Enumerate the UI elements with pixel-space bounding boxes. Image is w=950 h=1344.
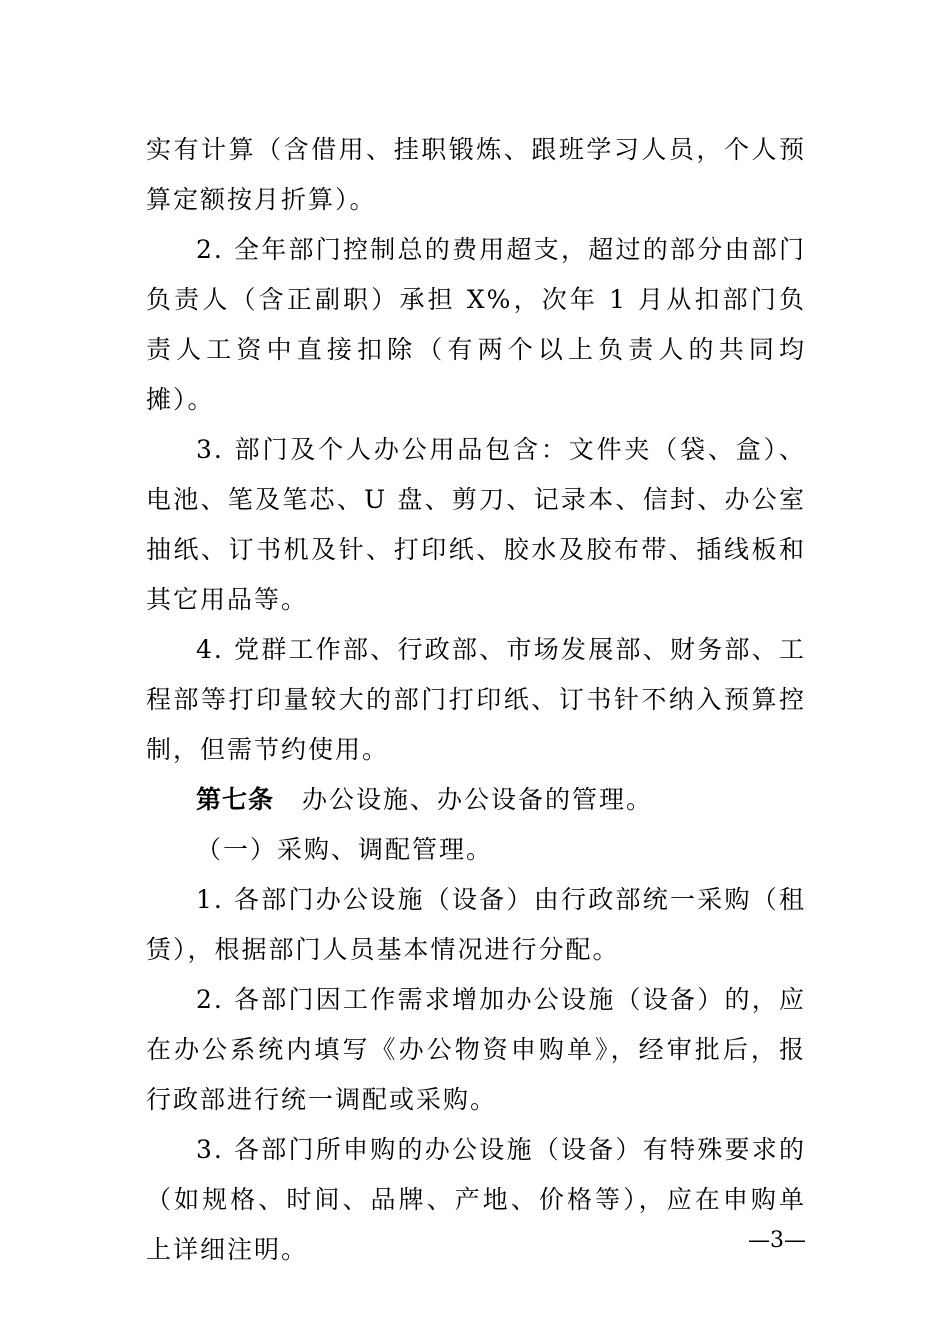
section-one-item-2: 2. 各部门因工作需求增加办公设施（设备）的，应在办公系统内填写《办公物资申购单》，经审批后，报行政部进行统一调配或采购。 [146, 985, 806, 1114]
paragraph-continuation: 实有计算（含借用、挂职锻炼、跟班学习人员，个人预算定额按月折算）。 [146, 135, 806, 214]
section-one-item-1: 1. 各部门办公设施（设备）由行政部统一采购（租赁），根据部门人员基本情况进行分配。 [146, 885, 806, 964]
paragraph-item-2: 2. 全年部门控制总的费用超支，超过的部分由部门负责人（含正副职）承担 X%，次年 1 月从扣部门负责人工资中直接扣除（有两个以上负责人的共同均摊）。 [146, 235, 806, 414]
article-seven-title: 办公设施、办公设备的管理。 [302, 785, 654, 814]
section-one-item-3: 3. 各部门所申购的办公设施（设备）有特殊要求的（如规格、时间、品牌、产地、价格等），应在申购单上详细注明。 [146, 1135, 806, 1264]
paragraph-item-3: 3. 部门及个人办公用品包含：文件夹（袋、盒）、电池、笔及笔芯、U 盘、剪刀、记录本、信封、办公室抽纸、订书机及针、打印纸、胶水及胶布带、插线板和其它用品等。 [146, 435, 806, 614]
page-number: —3— [748, 1228, 806, 1253]
paragraph-item-4: 4. 党群工作部、行政部、市场发展部、财务部、工程部等打印量较大的部门打印纸、订书针不纳入预算控制，但需节约使用。 [146, 635, 806, 764]
section-one-heading: （一）采购、调配管理。 [196, 835, 494, 864]
article-seven-label: 第七条 [196, 785, 275, 814]
article-seven-heading [146, 775, 806, 825]
document-body [146, 125, 806, 1275]
